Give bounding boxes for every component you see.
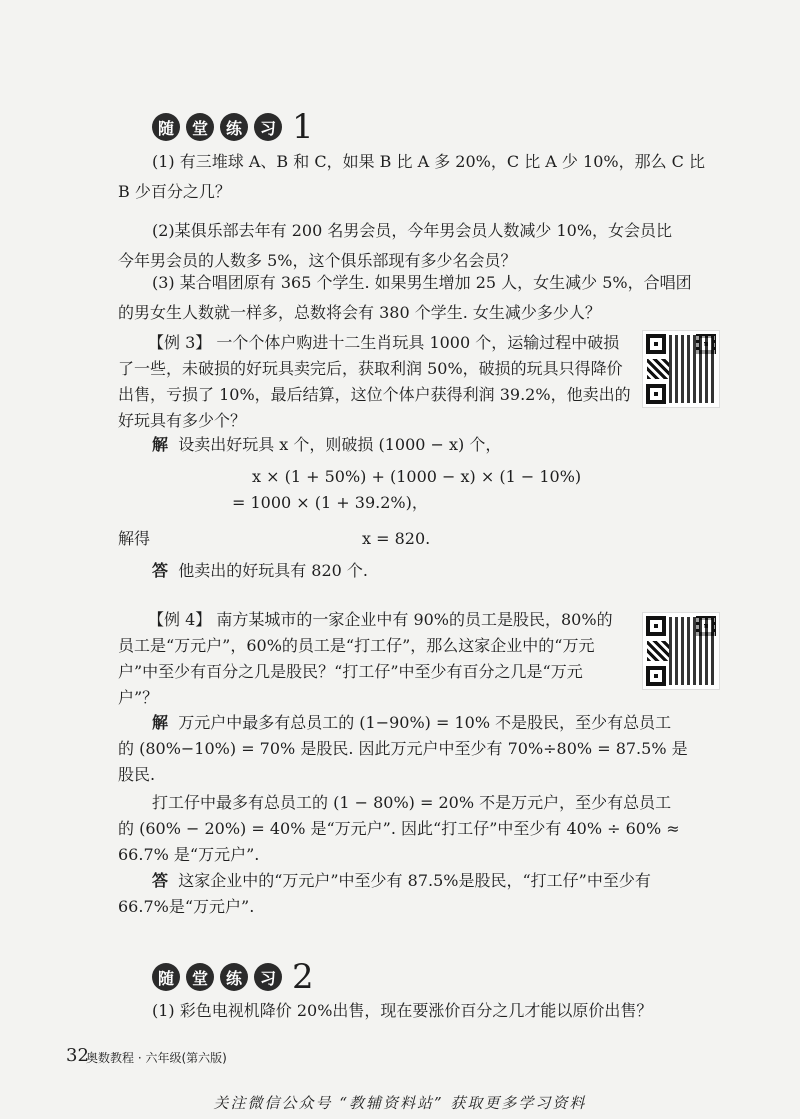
example4-answer-line2: 66.7%是“万元户”. [118,897,255,916]
example4-line2: 员工是“万元户”，60%的员工是“打工仔”，那么这家企业中的“万元 [118,636,595,655]
page-number: 32 [66,1045,89,1066]
answer-text: 他卖出的好玩具有 820 个. [178,561,368,580]
practice1-q2-line1: (2)某俱乐部去年有 200 名男会员，今年男会员人数减少 10%，女会员比 [152,221,673,240]
qr-pattern [647,359,669,379]
example3-line4: 好玩具有多少个？ [118,411,247,430]
badge-xi: 习 [254,963,282,991]
badge-tang: 堂 [186,113,214,141]
solution-text: 万元户中最多有总员工的 (1−90%) = 10% 不是股民，至少有总员工 [178,713,672,732]
qr-finder [646,616,666,636]
qr-finder [646,334,666,354]
answer-label: 答 [152,871,169,890]
badge-sui: 随 [152,963,180,991]
example3-equation-2: = 1000 × (1 + 39.2%)， [232,493,428,512]
example4-solution-line2: 的 (80%−10%) = 70% 是股民. 因此万元户中至少有 70%÷80% = 87.5% 是 [118,739,688,758]
badge-lian: 练 [220,963,248,991]
example4-line4: 户”？ [118,688,159,707]
example3-line2: 了一些，未破损的好玩具卖完后，获取利润 50%，破损的玩具只得降价 [118,359,623,378]
qr-code-example-3[interactable] [642,330,720,408]
practice-2-header [152,957,314,997]
example4-line3: 户”中至少有百分之几是股民？“打工仔”中至少有百分之几是“万元 [118,662,583,681]
qr-code-example-4[interactable] [642,612,720,690]
solution-label: 解 [152,435,169,454]
practice-2-number: 2 [292,957,314,997]
practice1-q2-line2: 今年男会员的人数多 5%，这个俱乐部现有多少名会员？ [118,251,517,270]
qr-pattern [647,641,669,661]
book-title: 奥数教程 · 六年级(第六版) [86,1051,227,1065]
practice1-q3-line2: 的男女生人数就一样多，总数将会有 380 个学生. 女生减少多少人？ [118,303,601,322]
example3-line1: 【例 3】 一个个体户购进十二生肖玩具 1000 个，运输过程中破损 [148,333,620,352]
practice1-q1-line2: B 少百分之几？ [118,182,231,201]
example3-solution-line1 [152,430,501,460]
example4-solution-line3: 股民. [118,765,156,784]
example3-answer [152,556,368,586]
example3-line3: 出售，亏损了 10%，最后结算，这位个体户获得利润 39.2%，他卖出的 [118,385,631,404]
badge-sui: 随 [152,113,180,141]
practice1-q1-line1: (1) 有三堆球 A、B 和 C，如果 B 比 A 多 20%，C 比 A 少 10%，那么 C 比 [152,152,705,171]
badge-lian: 练 [220,113,248,141]
example3-solve-equation: x = 820. [362,529,431,548]
example3-solve-label: 解得 [118,529,151,548]
answer-label: 答 [152,561,169,580]
solution-text: 设卖出好玩具 x 个，则破损 (1000 − x) 个， [178,435,502,454]
watermark: 关注微信公众号 “教辅资料站” 获取更多学习资料 [213,1094,587,1112]
practice1-q3-line1: (3) 某合唱团原有 365 个学生. 如果男生增加 25 人，女生减少 5%，合唱团 [152,273,692,292]
answer-text: 这家企业中的“万元户”中至少有 87.5%是股民，“打工仔”中至少有 [178,871,651,890]
solution-label: 解 [152,713,169,732]
example4-solution-line6: 66.7% 是“万元户”. [118,845,260,864]
example4-solution-line5: 的 (60% − 20%) = 40% 是“万元户”. 因此“打工仔”中至少有 40% ÷ 60% ≈ [118,819,680,838]
practice2-q1: (1) 彩色电视机降价 20%出售，现在要涨价百分之几才能以原价出售？ [152,1001,653,1020]
badge-tang: 堂 [186,963,214,991]
qr-finder [646,666,666,686]
practice-1-header [152,107,314,147]
qr-finder [646,384,666,404]
qr-pattern [669,617,715,685]
example3-equation-1: x × (1 + 50%) + (1000 − x) × (1 − 10%) [252,467,582,486]
example4-line1: 【例 4】 南方某城市的一家企业中有 90%的员工是股民，80%的 [148,610,613,629]
example4-solution-line4: 打工仔中最多有总员工的 (1 − 80%) = 20% 不是万元户，至少有总员工 [152,793,672,812]
practice-1-number: 1 [292,107,314,147]
qr-pattern [669,335,715,403]
badge-xi: 习 [254,113,282,141]
